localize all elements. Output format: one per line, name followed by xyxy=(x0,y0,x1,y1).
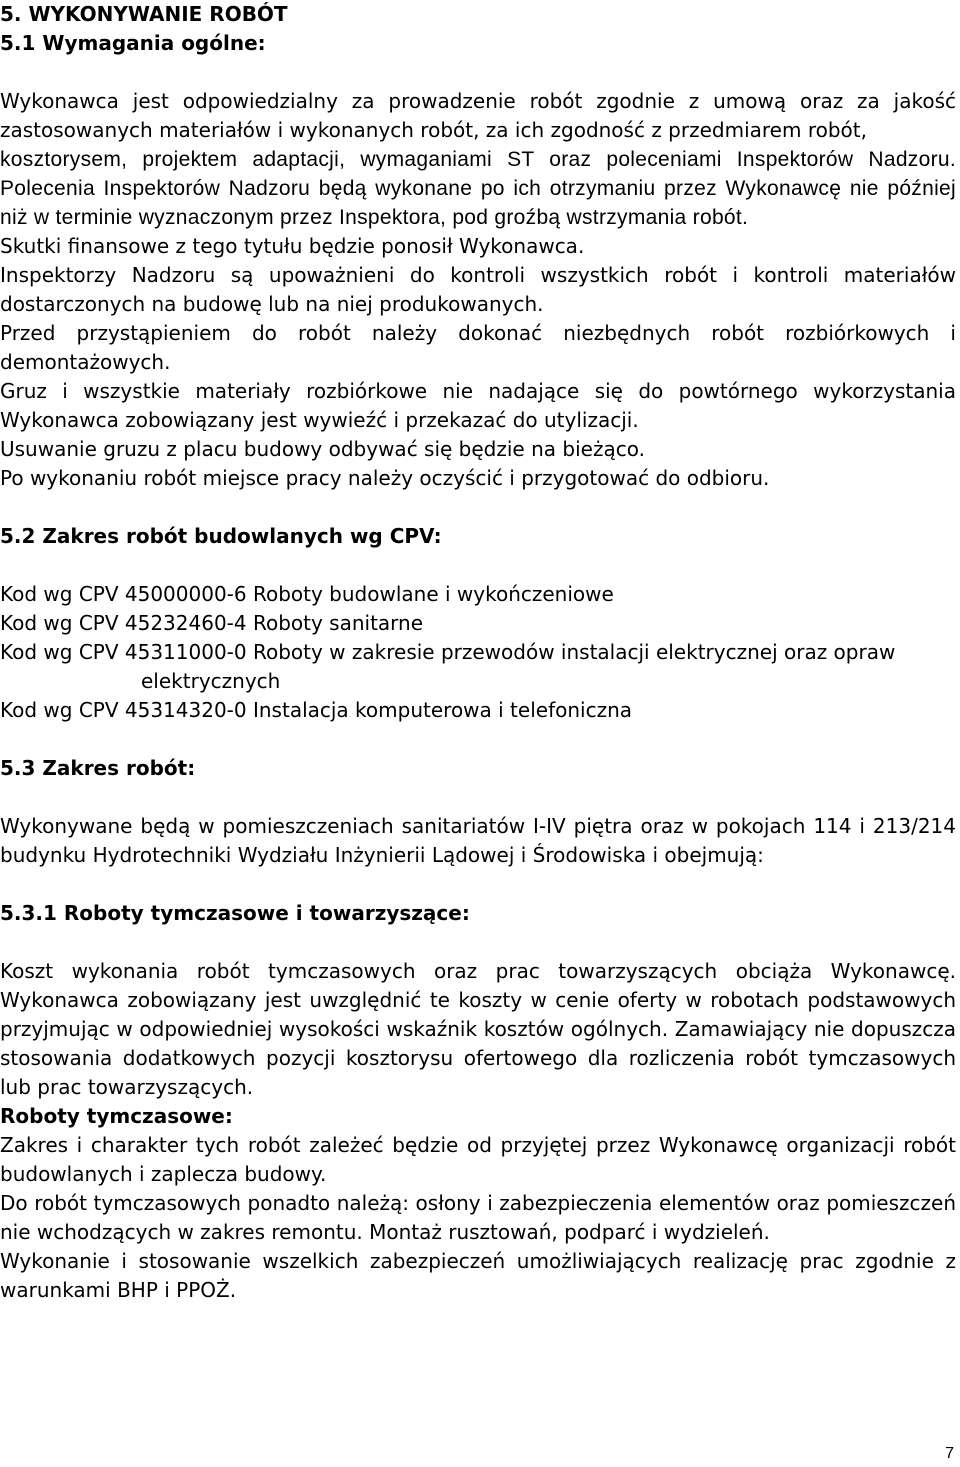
paragraph: Przed przystąpieniem do robót należy dokonać niezbędnych robót rozbiórkowych i demontażowych. xyxy=(0,321,956,374)
spacer xyxy=(0,928,956,957)
paragraph: Wykonywane będą w pomieszczeniach sanitariatów I-IV piętra oraz w pokojach 114 i 213/214 budynku Hydrotechniki Wydziału Inżynierii Lądowej i Środowiska i obejmują: xyxy=(0,814,956,867)
spacer xyxy=(0,551,956,580)
paragraph: Do robót tymczasowych ponadto należą: osłony i zabezpieczenia elementów oraz pomieszczeń nie wchodzących w zakres remontu. Montaż rusztowań, podparć i wydzieleń. xyxy=(0,1191,956,1244)
paragraph: Zakres i charakter tych robót zależeć będzie od przyjętej przez Wykonawcę organizacji robót budowlanych i zaplecza budowy. xyxy=(0,1133,956,1186)
subsection-title-5-2: 5.2 Zakres robót budowlanych wg CPV: xyxy=(0,524,442,548)
paragraph: Wykonanie i stosowanie wszelkich zabezpieczeń umożliwiających realizację prac zgodnie z warunkami BHP i PPOŻ. xyxy=(0,1249,956,1302)
subheading: Roboty tymczasowe: xyxy=(0,1104,233,1128)
paragraph: Koszt wykonania robót tymczasowych oraz prac towarzyszących obciąża Wykonawcę. Wykonawca zobowiązany jest uwzględnić te koszty w cenie oferty w robotach podstawowych przyjmując w odpowiedniej wysokości wskaźnik kosztów ogólnych. Zamawiający nie dopuszcza stosowania dodatkowych pozycji kosztorysu ofertowego dla rozliczenia robót tymczasowych lub prac towarzyszących. xyxy=(0,959,956,1099)
page-number: 7 xyxy=(945,1445,954,1462)
spacer xyxy=(0,493,956,522)
paragraph: Po wykonaniu robót miejsce pracy należy oczyścić i przygotować do odbioru. xyxy=(0,466,770,490)
spacer xyxy=(0,725,956,754)
paragraph: Inspektorzy Nadzoru są upoważnieni do kontroli wszystkich robót i kontroli materiałów dostarczonych na budowę lub na niej produkowanych. xyxy=(0,263,956,316)
paragraph: Wykonawca jest odpowiedzialny za prowadzenie robót zgodnie z umową oraz za jakość zastosowanych materiałów i wykonanych robót, za ich zgodność z przedmiarem robót, xyxy=(0,89,956,142)
cpv-code-continuation: elektrycznych xyxy=(141,669,281,693)
cpv-code-line: Kod wg CPV 45232460-4 Roboty sanitarne xyxy=(0,611,424,635)
subsection-title-5-3: 5.3 Zakres robót: xyxy=(0,756,196,780)
spacer xyxy=(0,783,956,812)
cpv-code-line: Kod wg CPV 45311000-0 Roboty w zakresie przewodów instalacji elektrycznej oraz opraw xyxy=(0,640,896,664)
paragraph: Gruz i wszystkie materiały rozbiórkowe nie nadające się do powtórnego wykorzystania Wykonawca zobowiązany jest wywieźć i przekazać do utylizacji. xyxy=(0,379,956,432)
paragraph: Usuwanie gruzu z placu budowy odbywać się będzie na bieżąco. xyxy=(0,437,645,461)
paragraph: kosztorysem, projektem adaptacji, wymaganiami ST oraz poleceniami Inspektorów Nadzoru. Polecenia Inspektorów Nadzoru będą wykonane po ich otrzymaniu przez Wykonawcę nie później niż w terminie wyznaczonym przez Inspektora, pod groźbą wstrzymania robót. xyxy=(0,148,956,229)
spacer xyxy=(0,58,956,87)
section-title: 5. WYKONYWANIE ROBÓT xyxy=(0,2,288,26)
cpv-code-line: Kod wg CPV 45314320-0 Instalacja komputerowa i telefoniczna xyxy=(0,698,633,722)
spacer xyxy=(0,870,956,899)
subsection-title-5-1: 5.1 Wymagania ogólne: xyxy=(0,31,266,55)
paragraph: Skutki finansowe z tego tytułu będzie ponosił Wykonawca. xyxy=(0,234,585,258)
cpv-code-line: Kod wg CPV 45000000-6 Roboty budowlane i wykończeniowe xyxy=(0,582,614,606)
subsection-title-5-3-1: 5.3.1 Roboty tymczasowe i towarzyszące: xyxy=(0,901,470,925)
